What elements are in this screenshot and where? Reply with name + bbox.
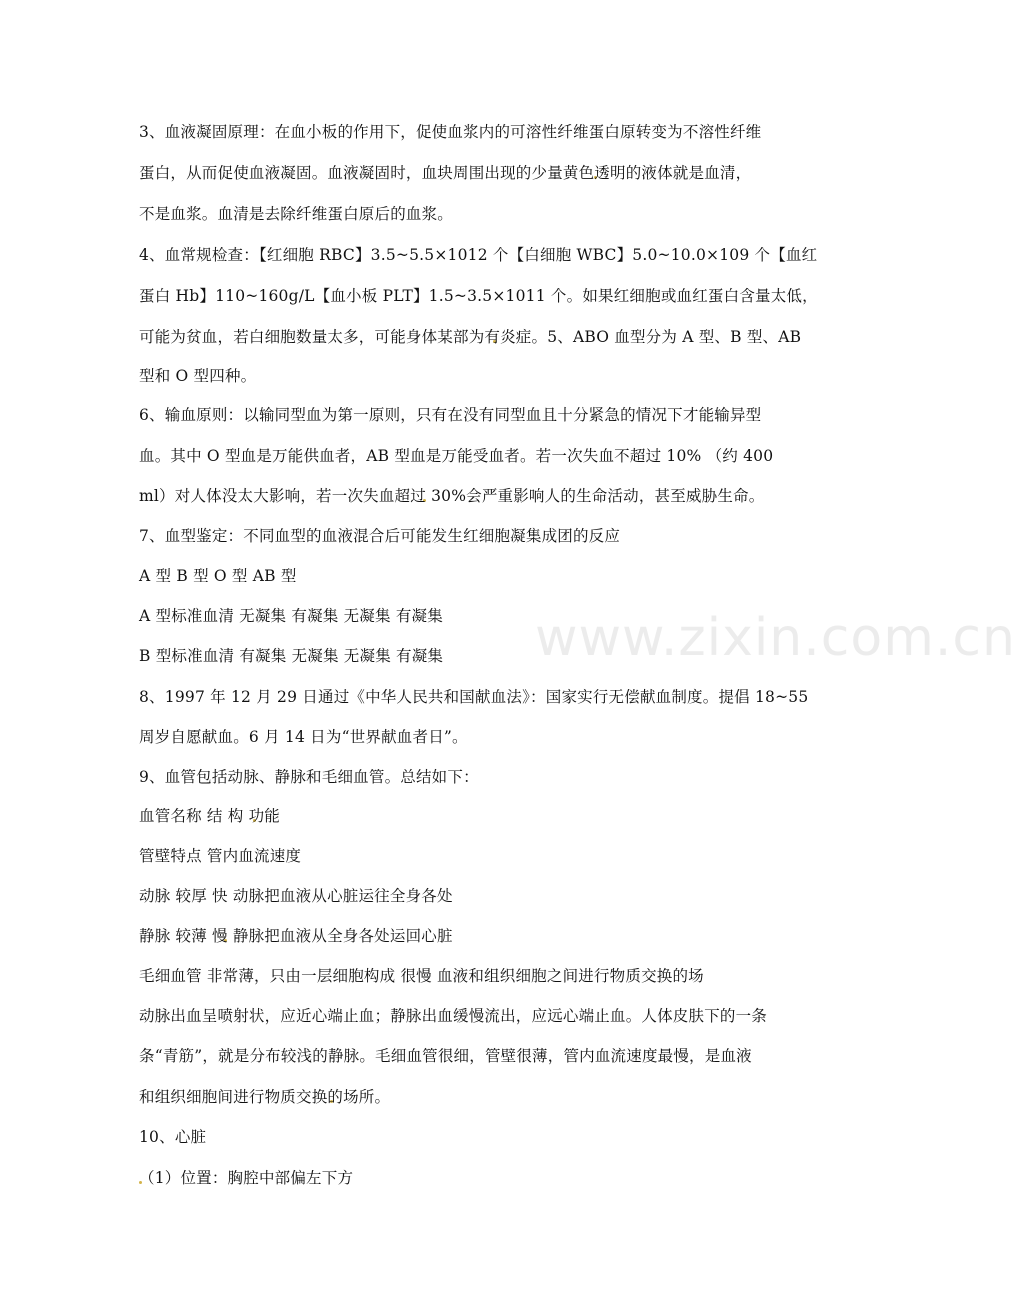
text-line: 血管名称 结 构 功能	[139, 807, 280, 825]
text-line: （1）位置：胸腔中部偏左下方	[139, 1169, 354, 1187]
text-line: 静脉 较薄 慢 静脉把血液从全身各处运回心脏	[139, 927, 453, 945]
text-line: 8、1997 年 12 月 29 日通过《中华人民共和国献血法》：国家实行无偿献血制度。提倡 18~55	[139, 688, 809, 706]
text-line: 蛋白 Hb】110~160g/L【血小板 PLT】1.5~3.5×1011 个。如果红细胞或血红蛋白含量太低，	[139, 287, 818, 305]
text-line: 和组织细胞间进行物质交换的场所。	[139, 1088, 391, 1106]
text-line: A 型标准血清 无凝集 有凝集 无凝集 有凝集	[139, 607, 443, 625]
text-line: 周岁自愿献血。6 月 14 日为“世界献血者日”。	[139, 728, 468, 746]
text-line: 条“青筋”，就是分布较浅的静脉。毛细血管很细，管壁很薄，管内血流速度最慢，是血液	[139, 1047, 752, 1065]
watermark: www.zixin.com.cn	[535, 608, 1016, 668]
text-line: ml）对人体没太大影响，若一次失血超过 30%会严重影响人的生命活动，甚至威胁生命。	[139, 487, 765, 505]
text-line: 型和 O 型四种。	[139, 367, 257, 385]
text-line: 动脉 较厚 快 动脉把血液从心脏运往全身各处	[139, 887, 453, 905]
text-line: 3、血液凝固原理：在血小板的作用下，促使血浆内的可溶性纤维蛋白原转变为不溶性纤维	[139, 123, 762, 141]
text-line: 可能为贫血，若白细胞数量太多，可能身体某部为有炎症。5、ABO 血型分为 A 型、B 型、AB	[139, 328, 802, 346]
text-line: 不是血浆。血清是去除纤维蛋白原后的血浆。	[139, 205, 454, 223]
text-line: 动脉出血呈喷射状，应近心端止血；静脉出血缓慢流出，应远心端止血。人体皮肤下的一条	[139, 1007, 768, 1025]
text-line: 9、血管包括动脉、静脉和毛细血管。总结如下：	[139, 768, 479, 786]
text-line: 7、血型鉴定：不同血型的血液混合后可能发生红细胞凝集成团的反应	[139, 527, 621, 545]
text-line: B 型标准血清 有凝集 无凝集 无凝集 有凝集	[139, 647, 444, 665]
text-line: 血。其中 O 型血是万能供血者，AB 型血是万能受血者。若一次失血不超过 10% （约 400	[139, 447, 774, 465]
text-line: 10、心脏	[139, 1128, 207, 1146]
text-line: 6、输血原则：以输同型血为第一原则，只有在没有同型血且十分紧急的情况下才能输异型	[139, 406, 762, 424]
text-line: 蛋白，从而促使血液凝固。血液凝固时，血块周围出现的少量黄色透明的液体就是血清，	[139, 164, 752, 182]
text-line: A 型 B 型 O 型 AB 型	[139, 567, 297, 585]
text-line: 管壁特点 管内血流速度	[139, 847, 302, 865]
text-line: 毛细血管 非常薄，只由一层细胞构成 很慢 血液和组织细胞之间进行物质交换的场	[139, 967, 704, 985]
text-line: 4、血常规检查：【红细胞 RBC】3.5~5.5×1012 个【白细胞 WBC】5.0~10.0×109 个【血红	[139, 246, 818, 264]
